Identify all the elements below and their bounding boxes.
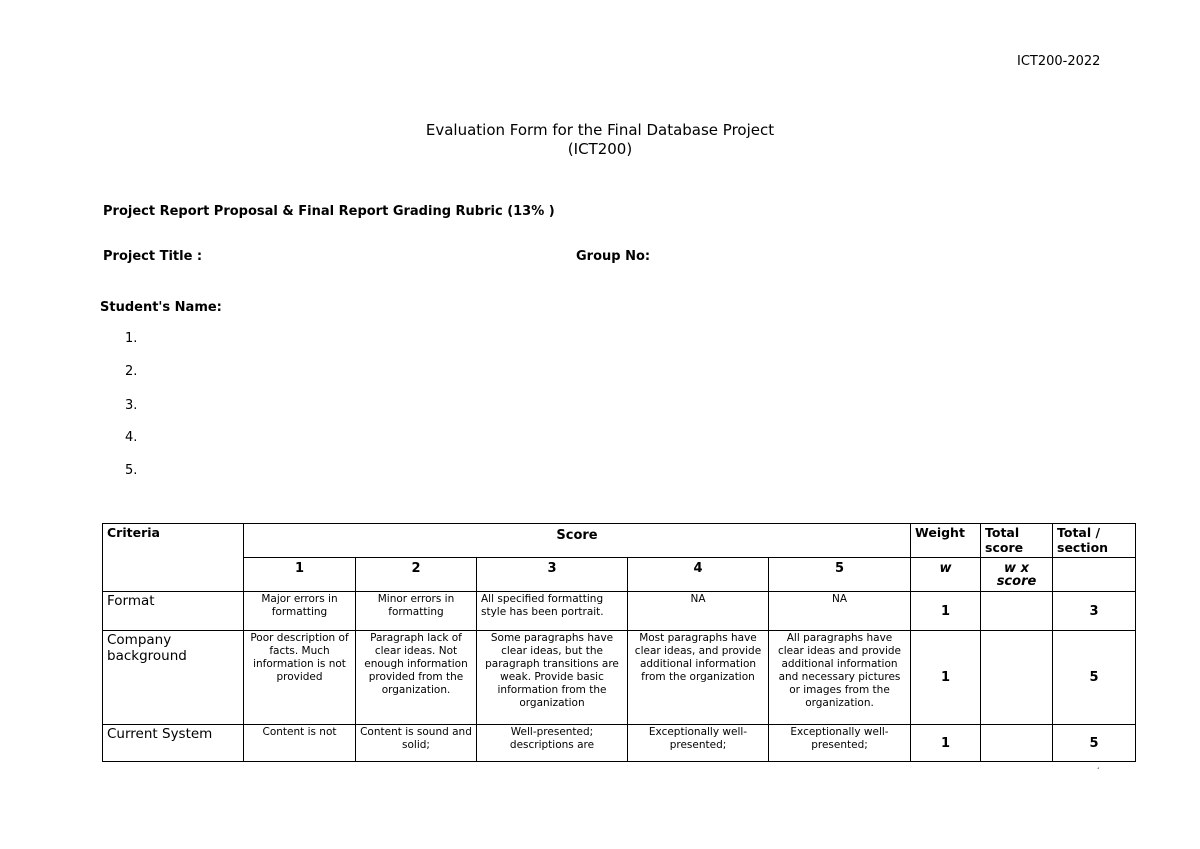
criteria-cell: Format xyxy=(103,592,244,631)
weight-cell: 1 xyxy=(911,725,981,762)
weight-cell: 1 xyxy=(911,592,981,631)
document-code: ICT200-2022 xyxy=(1017,54,1101,69)
total-score-header: Total score xyxy=(981,524,1053,558)
total-score-cell xyxy=(981,592,1053,631)
score-cell: Paragraph lack of clear ideas. Not enough information provided from the organization. xyxy=(356,631,477,725)
criteria-cell: Company background xyxy=(103,631,244,725)
score-cell: Minor errors in formatting xyxy=(356,592,477,631)
total-score-cell xyxy=(981,725,1053,762)
weight-header: Weight xyxy=(911,524,981,558)
criteria-cell: Current System xyxy=(103,725,244,762)
score-level-1: 1 xyxy=(244,558,356,592)
score-level-4: 4 xyxy=(628,558,769,592)
title-line-2: (ICT200) xyxy=(567,140,633,158)
score-cell: NA xyxy=(628,592,769,631)
score-cell: All specified formatting style has been portrait. xyxy=(477,592,628,631)
title-line-1: Evaluation Form for the Final Database Project xyxy=(425,121,775,139)
score-level-3: 3 xyxy=(477,558,628,592)
table-row xyxy=(103,592,1136,631)
student-number-4: 4. xyxy=(125,430,138,445)
score-level-2: 2 xyxy=(356,558,477,592)
score-cell: Major errors in formatting xyxy=(244,592,356,631)
weight-cell: 1 xyxy=(911,631,981,725)
score-cell: Content is not xyxy=(244,725,356,762)
table-subheader-row xyxy=(103,558,1136,592)
total-section-cell: 5 xyxy=(1053,631,1136,725)
weight-subheader: w xyxy=(911,558,981,592)
grading-rubric-table xyxy=(102,523,1136,762)
score-cell: Content is sound and solid; xyxy=(356,725,477,762)
score-level-5: 5 xyxy=(769,558,911,592)
rubric-heading: Project Report Proposal & Final Report Grading Rubric (13% ) xyxy=(103,204,555,219)
score-cell: Well-presented; descriptions are xyxy=(477,725,628,762)
total-score-subheader: w x score xyxy=(981,558,1053,592)
students-name-label: Student's Name: xyxy=(100,300,222,315)
table-row xyxy=(103,725,1136,762)
document-title xyxy=(0,121,1200,159)
student-number-5: 5. xyxy=(125,463,138,478)
total-section-header: Total / section xyxy=(1053,524,1136,558)
student-number-1: 1. xyxy=(125,331,138,346)
score-cell: All paragraphs have clear ideas and provide additional information and necessary pictures or images from the organization. xyxy=(769,631,911,725)
score-cell: NA xyxy=(769,592,911,631)
total-score-cell xyxy=(981,631,1053,725)
criteria-header: Criteria xyxy=(103,524,244,592)
score-cell: Most paragraphs have clear ideas, and provide additional information from the organization xyxy=(628,631,769,725)
total-section-subheader xyxy=(1053,558,1136,592)
page-mark: ´ xyxy=(1096,767,1100,776)
score-header: Score xyxy=(244,524,911,558)
student-number-3: 3. xyxy=(125,398,138,413)
student-number-2: 2. xyxy=(125,364,138,379)
score-cell: Exceptionally well-presented; xyxy=(769,725,911,762)
score-cell: Some paragraphs have clear ideas, but the paragraph transitions are weak. Provide basic information from the organization xyxy=(477,631,628,725)
score-cell: Poor description of facts. Much information is not provided xyxy=(244,631,356,725)
total-section-cell: 5 xyxy=(1053,725,1136,762)
score-cell: Exceptionally well-presented; xyxy=(628,725,769,762)
project-title-label: Project Title : xyxy=(103,249,203,264)
group-no-label: Group No: xyxy=(576,249,651,264)
table-header-row xyxy=(103,524,1136,558)
table-row xyxy=(103,631,1136,725)
total-section-cell: 3 xyxy=(1053,592,1136,631)
